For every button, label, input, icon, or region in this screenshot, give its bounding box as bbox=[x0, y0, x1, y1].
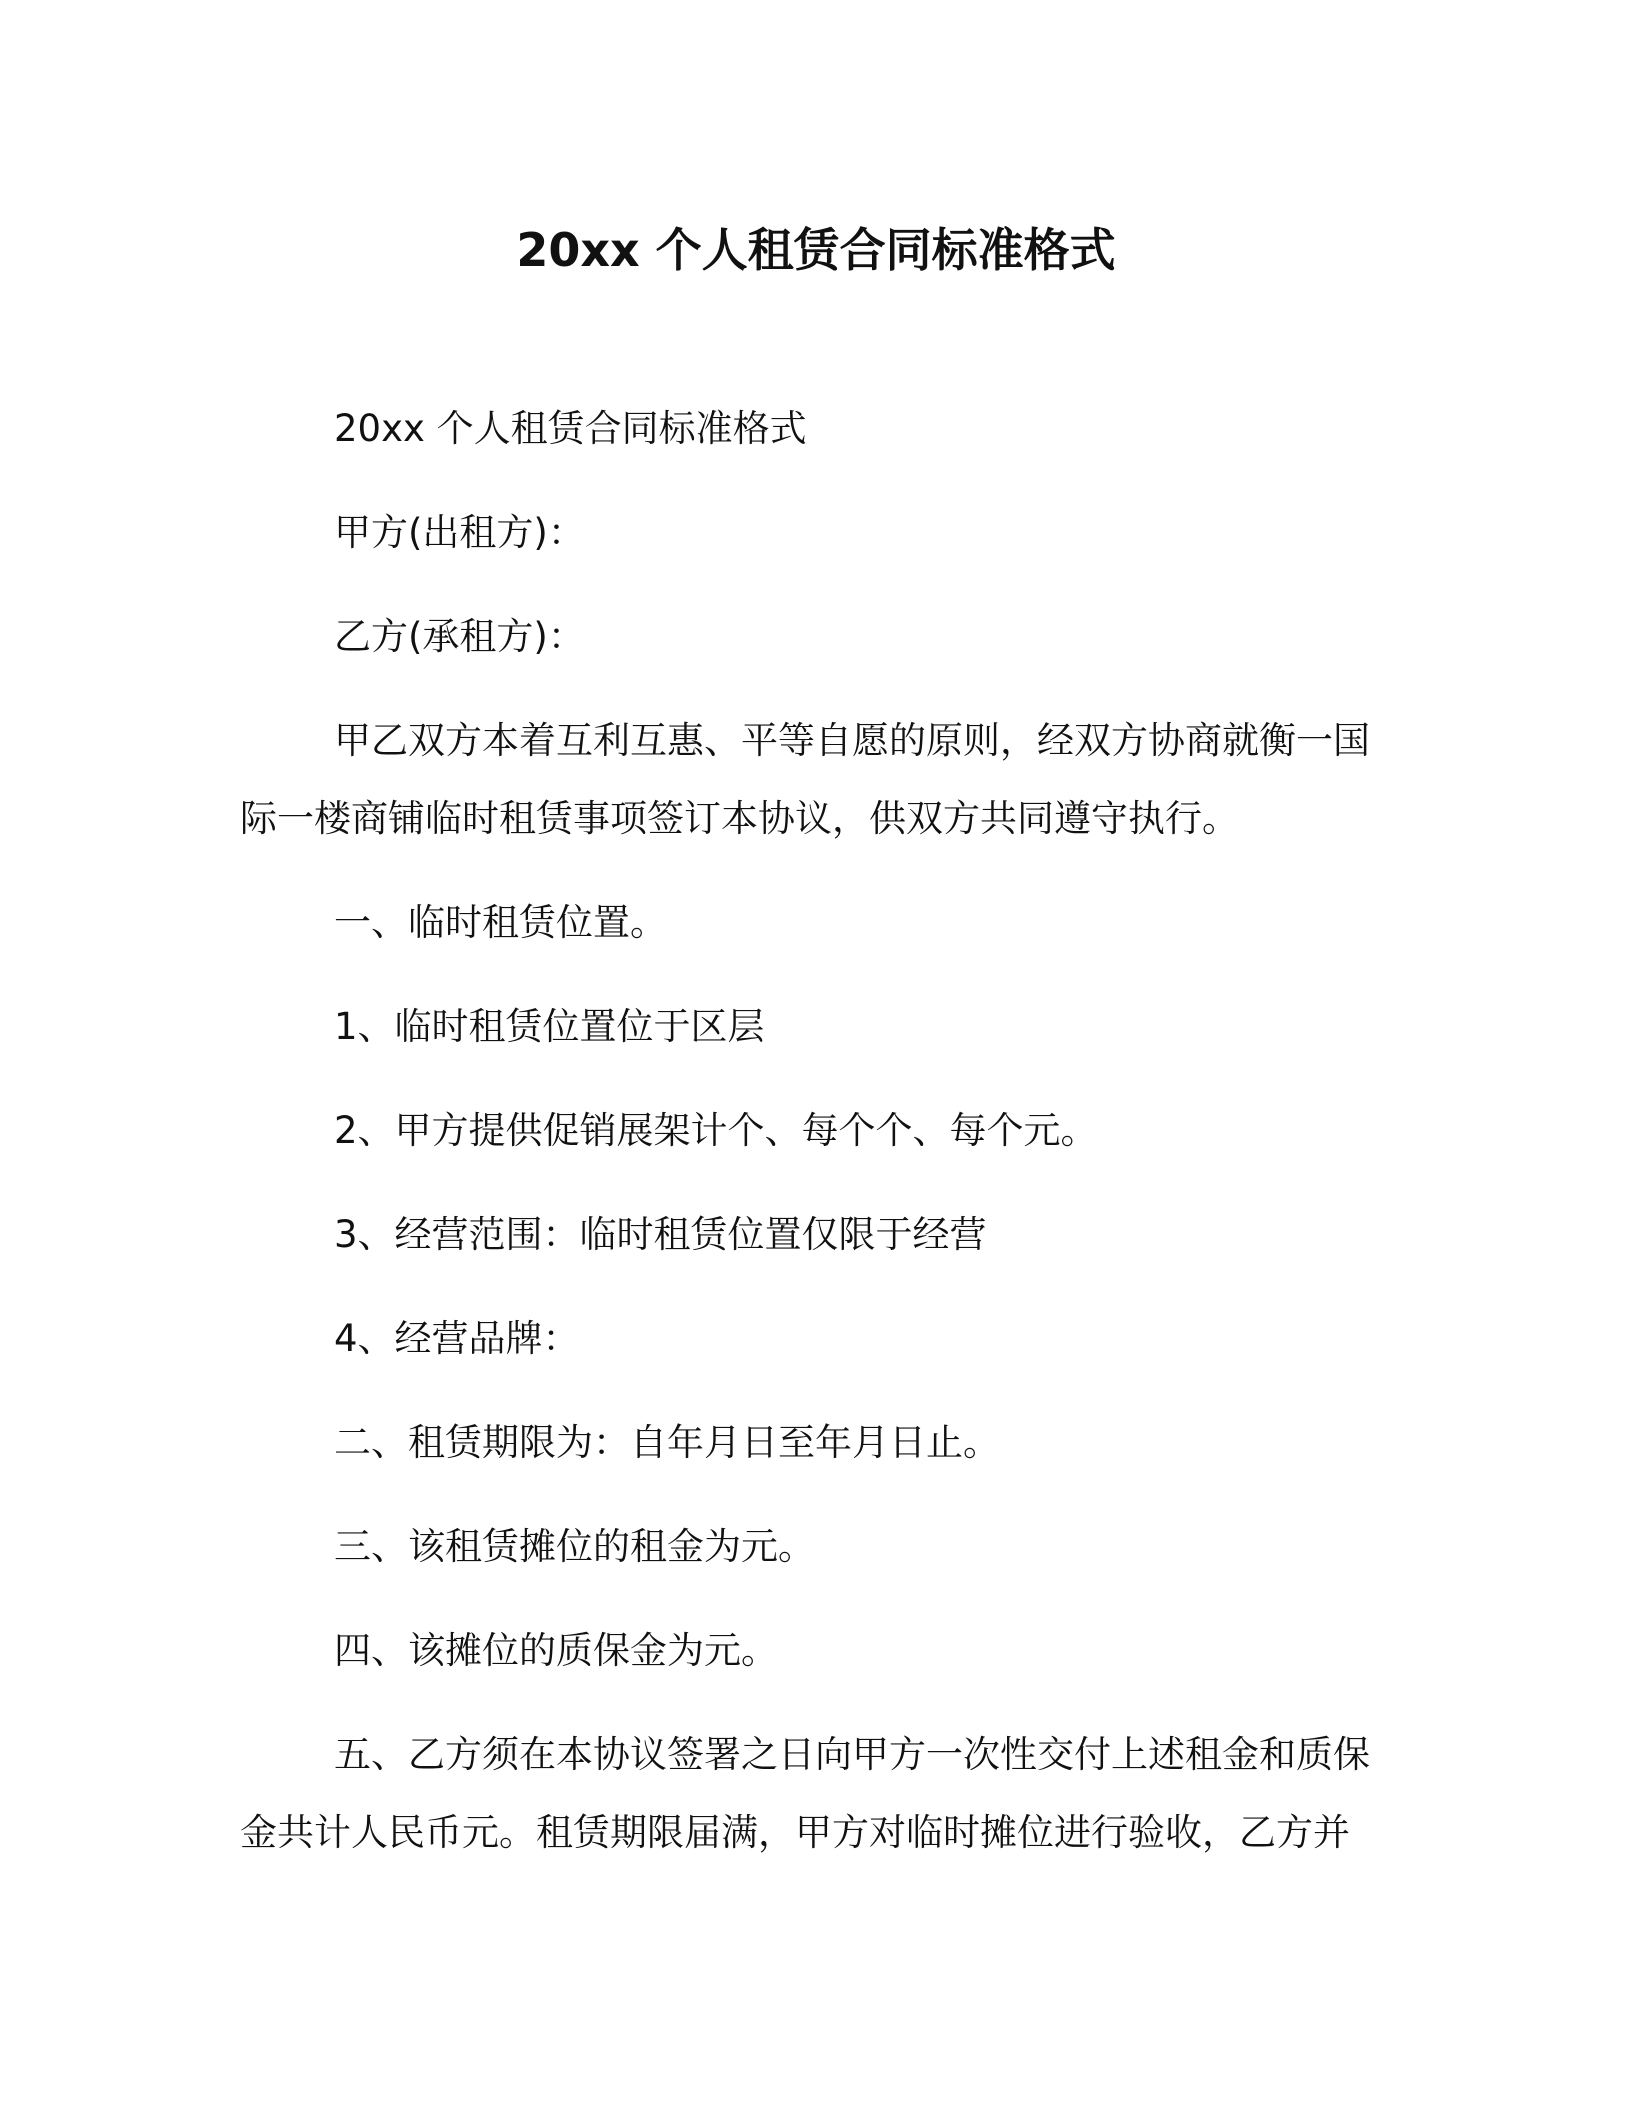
subtitle-paragraph: 20xx 个人租赁合同标准格式 bbox=[334, 407, 807, 450]
clause-1-4: 4、经营品牌： bbox=[334, 1317, 580, 1360]
section-4: 四、该摊位的质保金为元。 bbox=[334, 1629, 778, 1672]
clause-1-1: 1、临时租赁位置位于区层 bbox=[334, 1005, 765, 1048]
clause-1-3: 3、经营范围：临时租赁位置仅限于经营 bbox=[334, 1213, 987, 1256]
section-2: 二、租赁期限为：自年月日至年月日止。 bbox=[334, 1421, 1000, 1464]
party-a-line: 甲方(出租方)： bbox=[334, 511, 585, 554]
preamble-paragraph: 甲乙双方本着互利互惠、平等自愿的原则，经双方协商就衡一国际一楼商铺临时租赁事项签订本协议，供双方共同遵守执行。 bbox=[240, 719, 1370, 840]
section-3: 三、该租赁摊位的租金为元。 bbox=[334, 1525, 815, 1568]
clause-1-2: 2、甲方提供促销展架计个、每个个、每个元。 bbox=[334, 1109, 1098, 1152]
document-body bbox=[240, 390, 1386, 1898]
party-b-line: 乙方(承租方)： bbox=[334, 615, 585, 658]
section-5: 五、乙方须在本协议签署之日向甲方一次性交付上述租金和质保金共计人民币元。租赁期限届满，甲方对临时摊位进行验收，乙方并 bbox=[240, 1733, 1370, 1854]
document-title: 20xx 个人租赁合同标准格式 bbox=[516, 223, 1116, 277]
section-1-heading: 一、临时租赁位置。 bbox=[334, 901, 667, 944]
